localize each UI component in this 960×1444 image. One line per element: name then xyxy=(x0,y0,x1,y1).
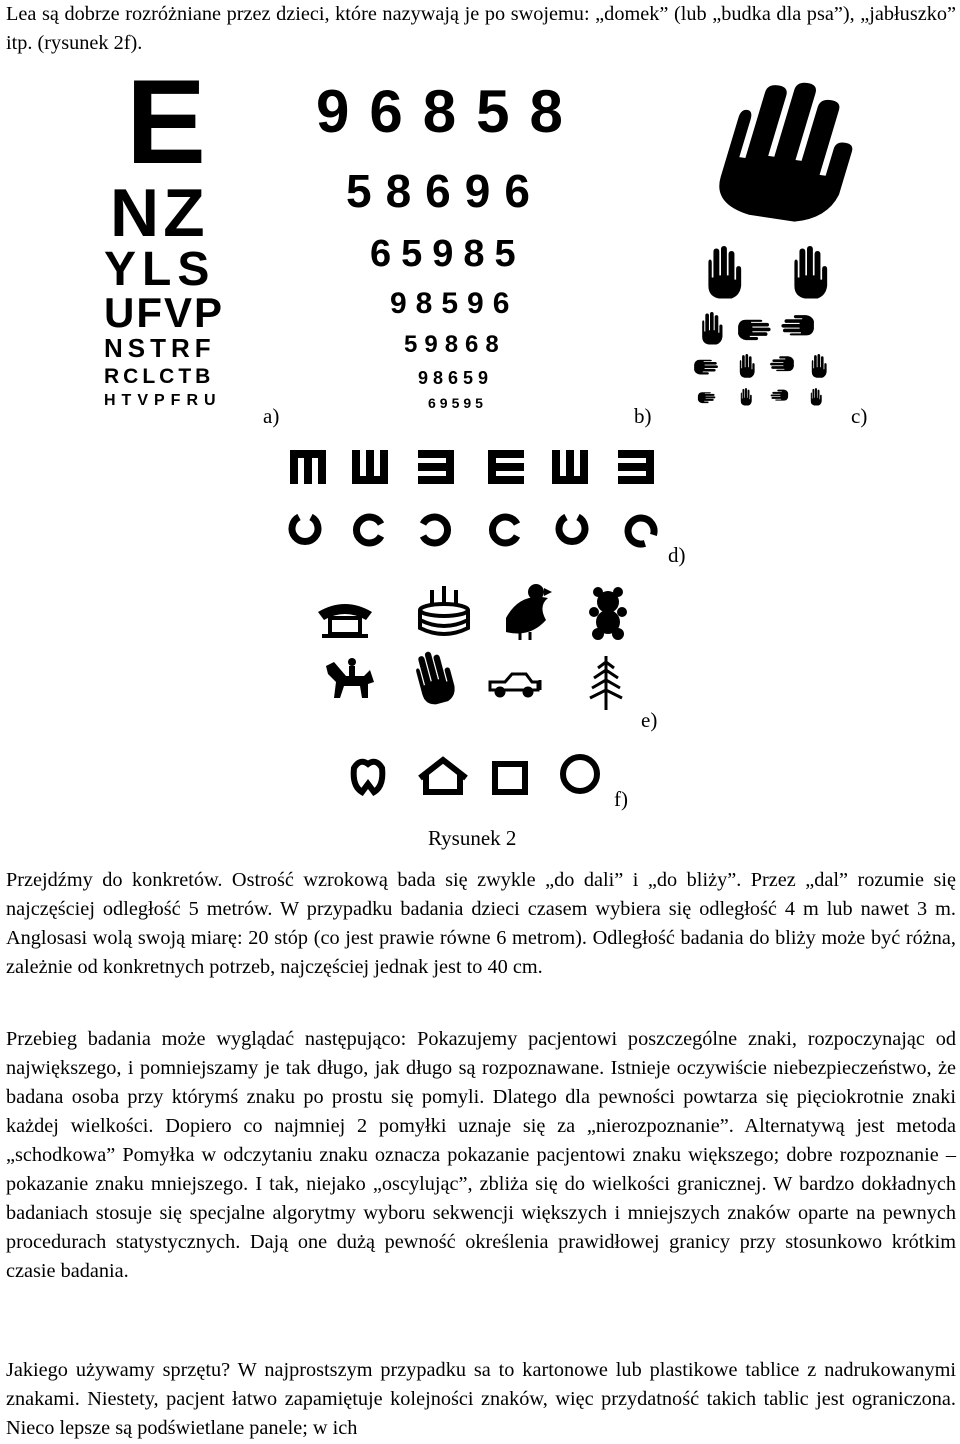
hand-icon xyxy=(694,360,718,375)
tumbling-e-symbol xyxy=(618,450,654,484)
snellen-row: YLS xyxy=(104,243,216,296)
hand-icon xyxy=(781,315,814,335)
snellen-row: E xyxy=(126,55,207,189)
landolt-c-row xyxy=(292,513,658,549)
hand-icon xyxy=(770,356,794,371)
tumbling-e-row xyxy=(290,450,654,484)
landolt-c-symbol xyxy=(356,517,381,543)
label-d: d) xyxy=(668,543,686,567)
tumbling-e-symbol xyxy=(488,450,524,484)
hand-icon xyxy=(412,648,457,707)
hand-icon xyxy=(771,390,789,401)
hand-icon xyxy=(812,354,827,378)
hand-icon xyxy=(741,388,752,406)
intro-paragraph: Lea są dobrze rozróżniane przez dzieci, które nazywają je po swojemu: „domek” (lub „budka dla psa”), „jabłuszko” itp. (rysunek 2f). xyxy=(6,3,956,54)
number-row: 65985 xyxy=(370,233,526,275)
hand-icon xyxy=(711,75,870,227)
teddy-bear-icon xyxy=(589,587,627,640)
label-e: e) xyxy=(641,708,658,732)
car-icon xyxy=(490,674,540,696)
paragraph: Jakiego używamy sprzętu? W najprostszym przypadku sa to kartonowe lub plastikowe tablice z nadrukowanymi znakami. Niestety, pacjent łatwo zapamiętuje kolejności znaków, więc przydatność takich tablic jest ograniczona. Nieco lepsze są podświetlane panele; w ich xyxy=(6,1359,956,1439)
snellen-row: RCLCTB xyxy=(104,365,215,388)
hand-icon xyxy=(794,246,827,299)
number-row: 98596 xyxy=(390,287,519,320)
bird-icon xyxy=(506,584,552,640)
hand-icon xyxy=(702,312,722,345)
number-row: 58696 xyxy=(346,165,544,217)
house-icon xyxy=(420,760,466,792)
figure-caption: Rysunek 2 xyxy=(428,826,517,850)
label-a: a) xyxy=(263,404,280,428)
picture-symbols xyxy=(318,584,627,710)
number-row: 69595 xyxy=(428,395,487,411)
square-icon xyxy=(495,764,525,792)
number-row: 59868 xyxy=(404,331,506,358)
landolt-c-symbol xyxy=(559,517,585,542)
tumbling-e-symbol xyxy=(418,450,454,484)
snellen-row: UFVP xyxy=(104,289,225,336)
tumbling-e-symbol xyxy=(352,450,388,484)
tree-icon xyxy=(590,656,622,710)
landolt-c-symbol xyxy=(292,517,318,542)
tumbling-e-symbol xyxy=(290,450,326,484)
landolt-c-symbol xyxy=(492,517,517,543)
number-row: 96858 xyxy=(316,78,583,145)
label-b: b) xyxy=(634,404,652,428)
snellen-row: NZ xyxy=(110,175,209,251)
label-c: c) xyxy=(851,404,868,428)
number-row: 98659 xyxy=(418,368,494,388)
hand-icon xyxy=(708,246,741,299)
snellen-row: NSTRF xyxy=(104,333,216,363)
hand-icon xyxy=(738,320,771,340)
label-f: f) xyxy=(614,787,628,811)
landolt-c-symbol xyxy=(623,513,659,549)
hand-icon xyxy=(811,388,822,406)
hand-icon xyxy=(698,392,716,403)
hand-chart xyxy=(694,75,869,406)
landolt-c-symbol xyxy=(423,517,448,543)
lea-symbols xyxy=(354,757,597,792)
horse-rider-icon xyxy=(326,658,374,698)
tumbling-e-symbol xyxy=(552,450,588,484)
paragraph: Przebieg badania może wyglądać następująco: Pokazujemy pacjentowi poszczególne znaki, rozpoczynając od największego, i pomniejszamy je tak długo, jak długo są rozpoznawane. Istnieje oczywiście niebezpieczeństwo, że badana osoba przy którymś znaku po prostu się pomyli. Dlatego dla pewności powtarza się pięciokrotnie znaki każdej wielkości. Dopiero co najmniej 2 pomyłki uznaje się za „nierozpoznanie”. Alternatywą jest metoda „schodkowa” Pomyłka w odczytaniu znaku oznacza pokazanie pacjentowi znaku większego; dobre rozpoznanie – pokazanie znaku mniejszego. I tak, niejako „oscylując”, zbliża się do wielkości granicznej. W bardzo dokładnych badaniach stosuje się specjalne algorytmy wyboru sekwencji większych i mniejszych znaków oparte na pewnych procedurach statystycznych. Dają one dużą pewność określenia prawidłowej granicy przy stosunkowo krótkim czasie badania. xyxy=(6,1028,956,1282)
cake-icon xyxy=(420,586,468,634)
apple-icon xyxy=(354,762,383,792)
hand-icon xyxy=(740,354,755,378)
paragraph: Przejdźmy do konkretów. Ostrość wzrokową bada się zwykle „do dali” i „do bliży”. Przez „dal” rozumie się najczęściej odległość 5 metrów. W przypadku badania dzieci czasem wybiera się odległość 4 m lub nawet 3 m. Anglosasi wolą swoją miarę: 20 stóp (co jest prawie równe 6 metrom). Odległość badania do bliży może być różna, zależnie od konkretnych potrzeb, najczęściej jednak jest to 40 cm. xyxy=(6,869,956,978)
snellen-row: HTVPFRU xyxy=(104,392,222,409)
telephone-icon xyxy=(318,604,372,636)
circle-icon xyxy=(563,757,597,791)
